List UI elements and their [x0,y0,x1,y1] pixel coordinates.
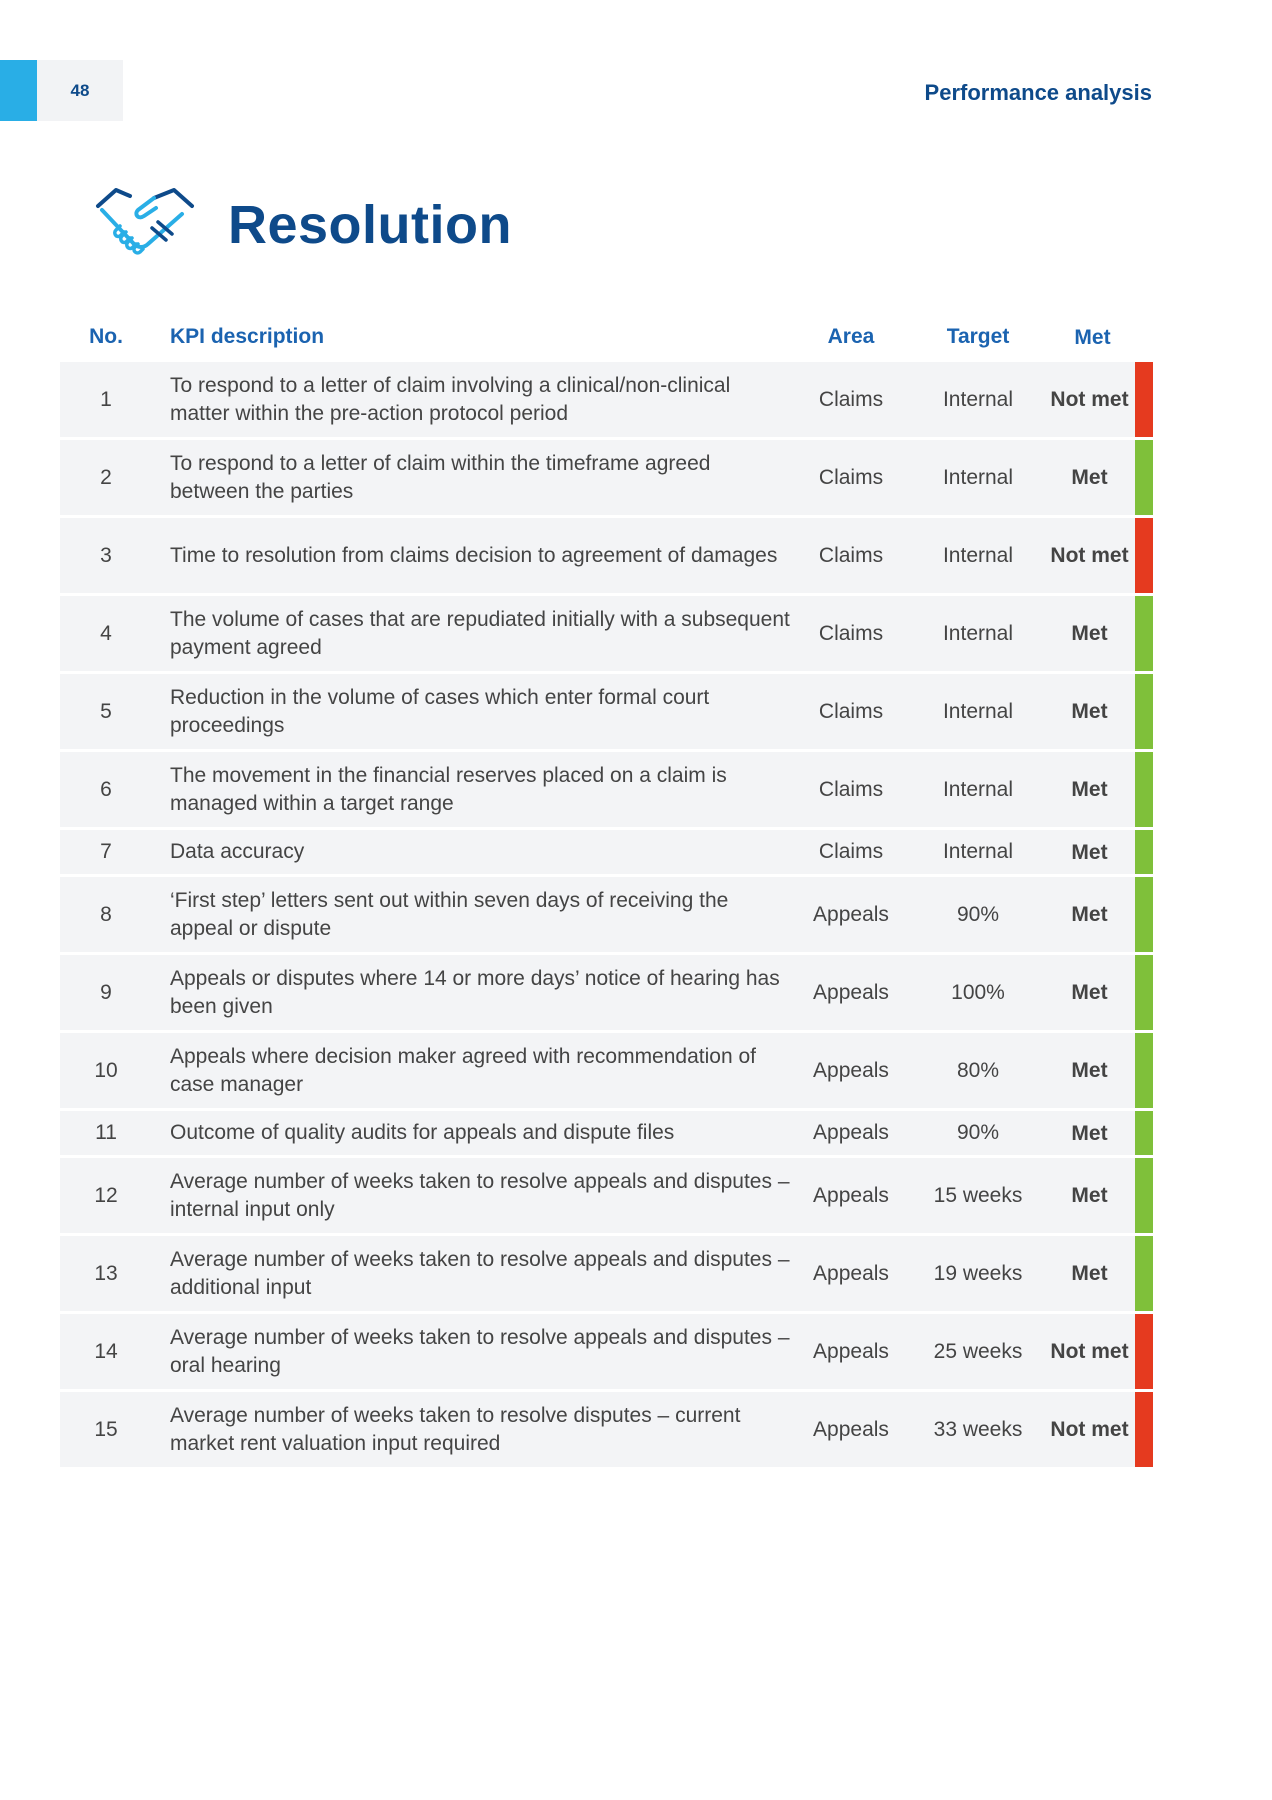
status-bar [1135,1033,1153,1108]
kpi-target: 90% [956,902,1000,926]
kpi-target: 33 weeks [933,1417,1023,1441]
kpi-met-status: Met [1071,1121,1108,1145]
kpi-target: 100% [951,980,1005,1004]
table-row [60,877,1153,952]
kpi-description: Data accuracy [170,840,305,863]
page-number: 48 [37,60,123,121]
kpi-number: 7 [100,840,112,863]
kpi-area: Claims [818,777,884,801]
kpi-area: Claims [818,465,884,489]
kpi-target: Internal [942,699,1014,723]
kpi-number: 11 [95,1121,117,1144]
table-row [60,362,1153,437]
kpi-met-status: Met [1071,840,1108,864]
status-bar [1135,1236,1153,1311]
kpi-area: Claims [818,543,884,567]
kpi-met-status: Met [1071,1059,1108,1082]
kpi-target: 90% [956,1121,1000,1144]
table-row [60,1314,1153,1389]
kpi-description: Average number of weeks taken to resolve appeals and disputes – additional input [170,1247,790,1299]
kpi-met-status: Met [1071,778,1108,801]
kpi-description: The movement in the financial reserves placed on a claim is managed within a target range [170,763,727,815]
kpi-number: 4 [100,621,112,645]
kpi-area: Appeals [813,1417,889,1441]
kpi-description: Appeals where decision maker agreed with recommendation of case manager [170,1044,756,1096]
status-bar [1135,518,1153,593]
kpi-number: 3 [100,543,112,567]
kpi-met-status: Met [1071,622,1108,645]
kpi-met-status: Met [1071,1184,1108,1207]
status-bar [1135,1158,1153,1233]
kpi-number: 5 [100,699,112,723]
kpi-area: Claims [818,699,884,723]
page-title: Resolution [228,195,512,255]
kpi-met-status: Not met [1050,544,1129,567]
kpi-number: 15 [94,1417,118,1441]
kpi-area: Appeals [813,1339,889,1363]
kpi-target: 25 weeks [933,1339,1023,1363]
kpi-met-status: Met [1071,466,1108,489]
header-description: KPI description [170,325,325,348]
kpi-number: 9 [100,980,112,1004]
table-row [60,1111,1153,1155]
kpi-description: Outcome of quality audits for appeals and dispute files [170,1121,675,1144]
kpi-met-status: Met [1071,700,1108,723]
kpi-area: Appeals [813,1058,889,1082]
kpi-met-status: Not met [1050,388,1129,411]
kpi-area: Claims [818,387,884,411]
kpi-number: 14 [94,1339,118,1363]
status-bar [1135,955,1153,1030]
status-bar [1135,362,1153,437]
header-area: Area [827,325,875,348]
kpi-area: Appeals [813,980,889,1004]
kpi-number: 8 [100,902,112,926]
kpi-area: Appeals [813,1261,889,1285]
kpi-description: ‘First step’ letters sent out within seven days of receiving the appeal or dispute [170,888,729,940]
kpi-number: 1 [100,387,112,411]
status-bar [1135,440,1153,515]
table-row [60,440,1153,515]
section-title-block [94,186,512,264]
table-row [60,1392,1153,1467]
table-row [60,830,1153,874]
status-bar [1135,830,1153,874]
table-row [60,752,1153,827]
kpi-description: Appeals or disputes where 14 or more days’ notice of hearing has been given [170,966,780,1018]
kpi-target: 15 weeks [933,1183,1023,1207]
header-no: No. [89,325,123,348]
table-row [60,1236,1153,1311]
kpi-description: Reduction in the volume of cases which enter formal court proceedings [170,685,710,737]
status-bar [1135,752,1153,827]
kpi-number: 13 [94,1261,118,1285]
kpi-met-status: Met [1071,1262,1108,1285]
kpi-area: Claims [818,621,884,645]
kpi-met-status: Met [1071,903,1108,926]
table-header-row [60,312,1153,362]
kpi-target: 19 weeks [933,1261,1023,1285]
kpi-description: Average number of weeks taken to resolve appeals and disputes – internal input only [170,1169,790,1221]
kpi-target: 80% [956,1058,1000,1082]
kpi-description: Average number of weeks taken to resolve appeals and disputes – oral hearing [170,1325,790,1377]
status-bar [1135,1392,1153,1467]
kpi-table [60,312,1153,1470]
running-header: Performance analysis [924,80,1152,105]
kpi-number: 10 [94,1058,118,1082]
kpi-description: To respond to a letter of claim within the timeframe agreed between the parties [170,451,711,503]
kpi-met-status: Not met [1050,1340,1129,1363]
kpi-number: 12 [94,1183,118,1207]
status-bar [1135,596,1153,671]
kpi-target: Internal [942,465,1014,489]
status-bar [1135,674,1153,749]
status-bar [1135,1111,1153,1155]
header-met: Met [1074,325,1111,349]
kpi-description: Average number of weeks taken to resolve disputes – current market rent valuation input required [170,1403,741,1455]
table-row [60,1033,1153,1108]
kpi-target: Internal [942,387,1014,411]
status-bar [1135,877,1153,952]
page-tab-accent [0,60,37,121]
table-row [60,955,1153,1030]
table-row [60,518,1153,593]
kpi-target: Internal [942,543,1014,567]
kpi-target: Internal [942,621,1014,645]
table-row [60,596,1153,671]
table-row [60,1158,1153,1233]
kpi-target: Internal [942,840,1014,863]
kpi-description: The volume of cases that are repudiated initially with a subsequent payment agreed [170,607,790,659]
kpi-number: 6 [100,777,112,801]
status-bar [1135,1314,1153,1389]
kpi-description: To respond to a letter of claim involving a clinical/non-clinical matter within the pre-action protocol period [170,373,731,425]
kpi-area: Claims [818,840,884,863]
table-row [60,674,1153,749]
kpi-area: Appeals [813,1183,889,1207]
kpi-area: Appeals [813,1121,889,1144]
kpi-met-status: Met [1071,981,1108,1004]
kpi-target: Internal [942,777,1014,801]
kpi-met-status: Not met [1050,1418,1129,1441]
kpi-area: Appeals [813,902,889,926]
kpi-number: 2 [100,465,112,489]
header-target: Target [946,325,1010,348]
handshake-icon [94,186,196,264]
kpi-description: Time to resolution from claims decision to agreement of damages [170,543,778,567]
